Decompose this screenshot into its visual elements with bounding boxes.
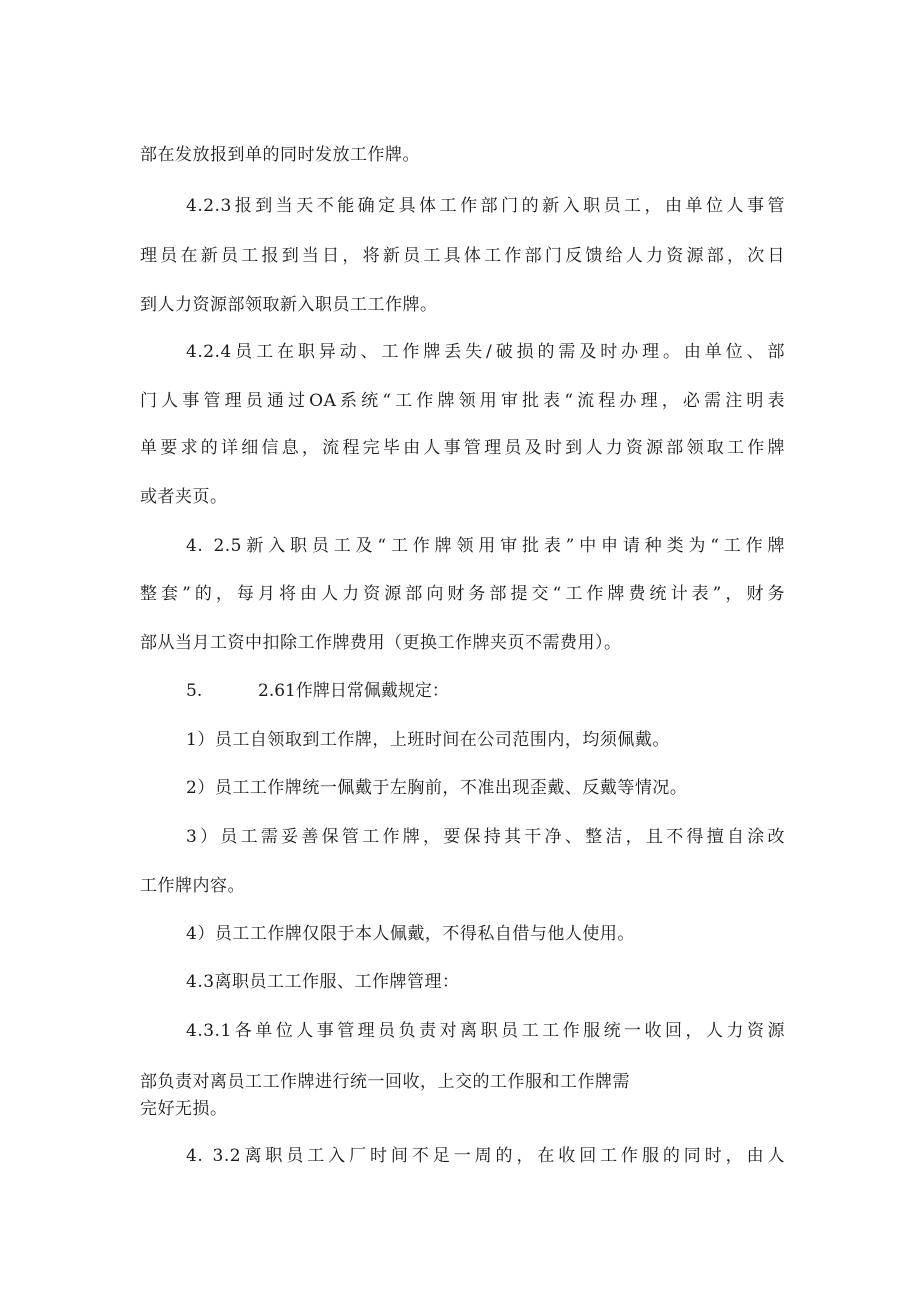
- paragraph-line: 工作牌内容。: [140, 876, 245, 896]
- paragraph-line: 4. 2.5新入职员工及“工作牌领用审批表”中申请种类为“工作牌: [186, 536, 785, 556]
- paragraph-line: 理员在新员工报到当日，将新员工具体工作部门反馈给人力资源部，次日: [140, 246, 785, 266]
- paragraph-line: 4. 3.2离职员工入厂时间不足一周的，在收回工作服的同时，由人: [186, 1146, 785, 1166]
- paragraph-line: 4.2.3报到当天不能确定具体工作部门的新入职员工，由单位人事管: [186, 196, 785, 216]
- paragraph-line: 单要求的详细信息，流程完毕由人事管理员及时到人力资源部领取工作牌: [140, 438, 785, 458]
- list-item: 4）员工工作牌仅限于本人佩戴，不得私自借与他人使用。: [186, 924, 635, 944]
- section-heading: 4.3离职员工工作服、工作牌管理：: [186, 972, 460, 992]
- paragraph-line: 部在发放报到单的同时发放工作牌。: [140, 145, 420, 165]
- paragraph-line: 4.2.4员工在职异动、工作牌丢失/破损的需及时办理。由单位、部: [186, 342, 785, 362]
- paragraph-line: 4.3.1各单位人事管理员负责对离职员工工作服统一收回，人力资源: [186, 1021, 785, 1041]
- paragraph-line: 部从当月工资中扣除工作牌费用（更换工作牌夹页不需费用）。: [140, 633, 622, 653]
- section-title: 2.61作牌日常佩戴规定：: [258, 681, 449, 701]
- paragraph-line: 部负责对离员工工作牌进行统一回收，上交的工作服和工作牌需: [140, 1072, 630, 1092]
- paragraph-line: 整套”的，每月将由人力资源部向财务部提交“工作牌费统计表”，财务: [140, 584, 785, 604]
- list-item: 3）员工需妥善保管工作牌，要保持其干净、整洁，且不得擅自涂改: [186, 827, 785, 847]
- paragraph-line: 门人事管理员通过OA系统“工作牌领用审批表“流程办理，必需注明表: [140, 391, 785, 411]
- section-number: 5.: [186, 681, 203, 701]
- paragraph-line: 完好无损。: [140, 1099, 228, 1119]
- paragraph-line: 到人力资源部领取新入职员工工作牌。: [140, 295, 438, 315]
- list-item: 1）员工自领取到工作牌，上班时间在公司范围内，均须佩戴。: [186, 730, 670, 750]
- paragraph-line: 或者夹页。: [140, 487, 228, 507]
- list-item: 2）员工工作牌统一佩戴于左胸前，不准出现歪戴、反戴等情况。: [186, 778, 688, 798]
